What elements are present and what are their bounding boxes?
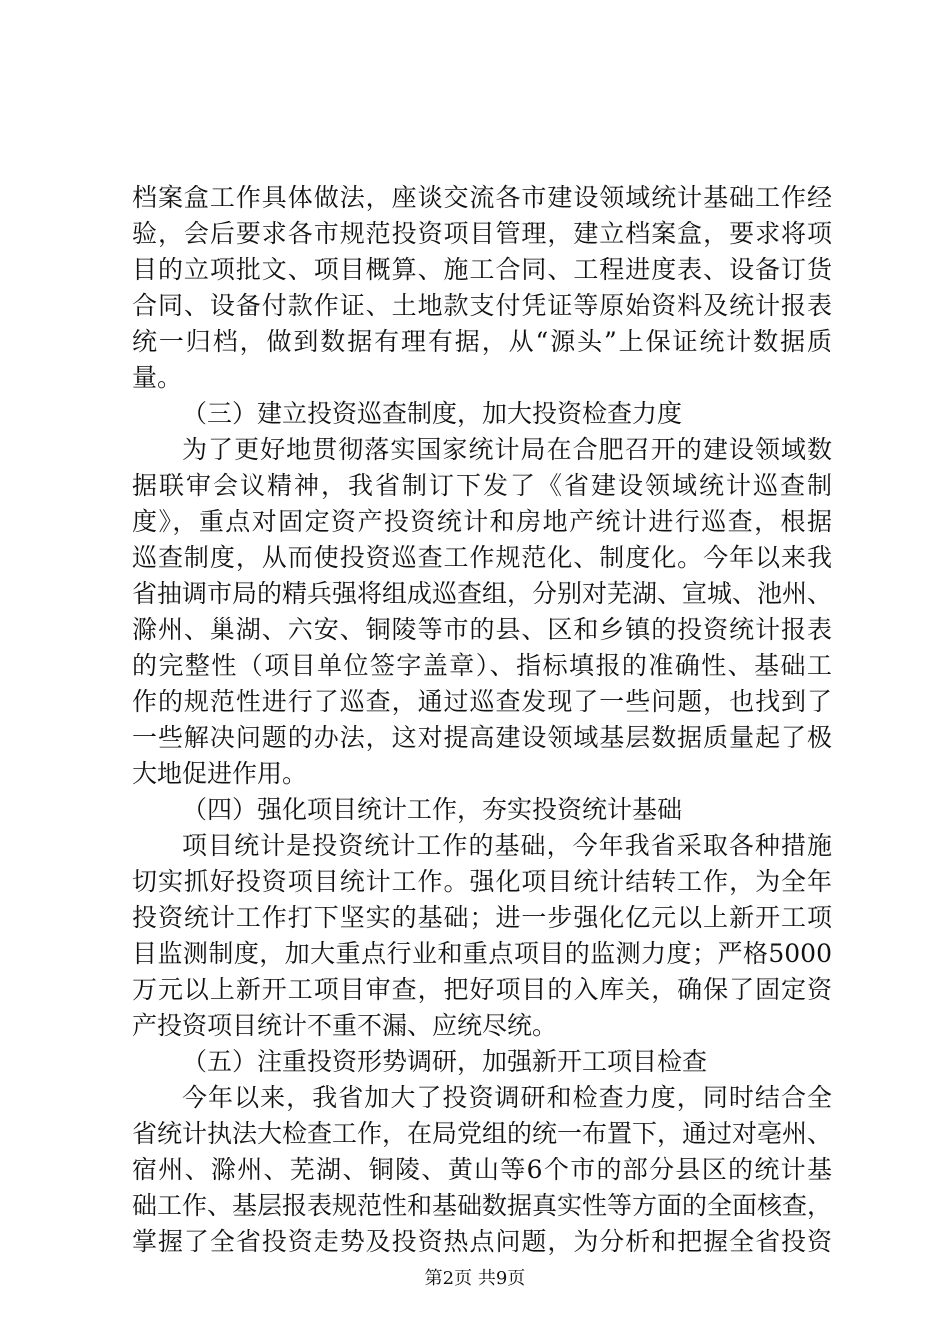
body-text-line: 掌握了全省投资走势及投资热点问题，为分析和把握全省投资 [132,1227,832,1256]
body-text-line: 档案盒工作具体做法，座谈交流各市建设领域统计基础工作经 [132,183,832,212]
body-text-line: 宿州、滁州、芜湖、铜陵、黄山等6个市的部分县区的统计基 [132,1155,832,1184]
body-text-line: 合同、设备付款作证、土地款支付凭证等原始资料及统计报表 [132,291,832,320]
body-text-line: 省统计执法大检查工作，在局党组的统一布置下，通过对亳州、 [132,1119,833,1148]
body-text-line: 切实抓好投资项目统计工作。强化项目统计结转工作，为全年 [132,867,832,896]
body-text-line: 作的规范性进行了巡查，通过巡查发现了一些问题，也找到了 [132,687,832,716]
body-text-line: 统一归档，做到数据有理有据，从“源头”上保证统计数据质 [132,327,832,356]
body-text-line: 目监测制度，加大重点行业和重点项目的监测力度；严格5000 [132,939,832,968]
body-text-line: 今年以来，我省加大了投资调研和检查力度，同时结合全 [182,1083,832,1112]
body-text-line: 项目统计是投资统计工作的基础，今年我省采取各种措施 [182,831,832,860]
body-text-line: 础工作、基层报表规范性和基础数据真实性等方面的全面核查， [132,1191,833,1220]
body-text-line: 据联审会议精神，我省制订下发了《省建设领域统计巡查制 [132,471,832,500]
body-text-line: 目的立项批文、项目概算、施工合同、工程进度表、设备订货 [132,255,832,284]
body-text-line: 一些解决问题的办法，这对提高建设领域基层数据质量起了极 [132,723,832,752]
body-text-line: 量。 [132,363,183,392]
body-text-line: 万元以上新开工项目审查，把好项目的入库关，确保了固定资 [132,975,832,1004]
body-text-line: 省抽调市局的精兵强将组成巡查组，分别对芜湖、宣城、池州、 [132,579,833,608]
page-number-footer: 第2页 共9页 [424,1268,526,1289]
section-heading: （四）强化项目统计工作，夯实投资统计基础 [182,795,683,824]
body-text-line: 产投资项目统计不重不漏、应统尽统。 [132,1011,558,1040]
body-text-line: 大地促进作用。 [132,759,308,788]
body-text-line: 验，会后要求各市规范投资项目管理，建立档案盒，要求将项 [132,219,832,248]
body-text-line: 投资统计工作打下坚实的基础；进一步强化亿元以上新开工项 [132,903,832,932]
section-heading: （五）注重投资形势调研，加强新开工项目检查 [182,1047,708,1076]
body-text-line: 滁州、巢湖、六安、铜陵等市的县、区和乡镇的投资统计报表 [132,615,832,644]
body-text-line: 度》，重点对固定资产投资统计和房地产统计进行巡查，根据 [132,507,832,536]
body-text-line: 的完整性（项目单位签字盖章）、指标填报的准确性、基础工 [132,651,832,680]
section-heading: （三）建立投资巡查制度，加大投资检查力度 [182,399,683,428]
body-text-line: 为了更好地贯彻落实国家统计局在合肥召开的建设领域数 [182,435,832,464]
body-text-line: 巡查制度，从而使投资巡查工作规范化、制度化。今年以来我 [132,543,832,572]
